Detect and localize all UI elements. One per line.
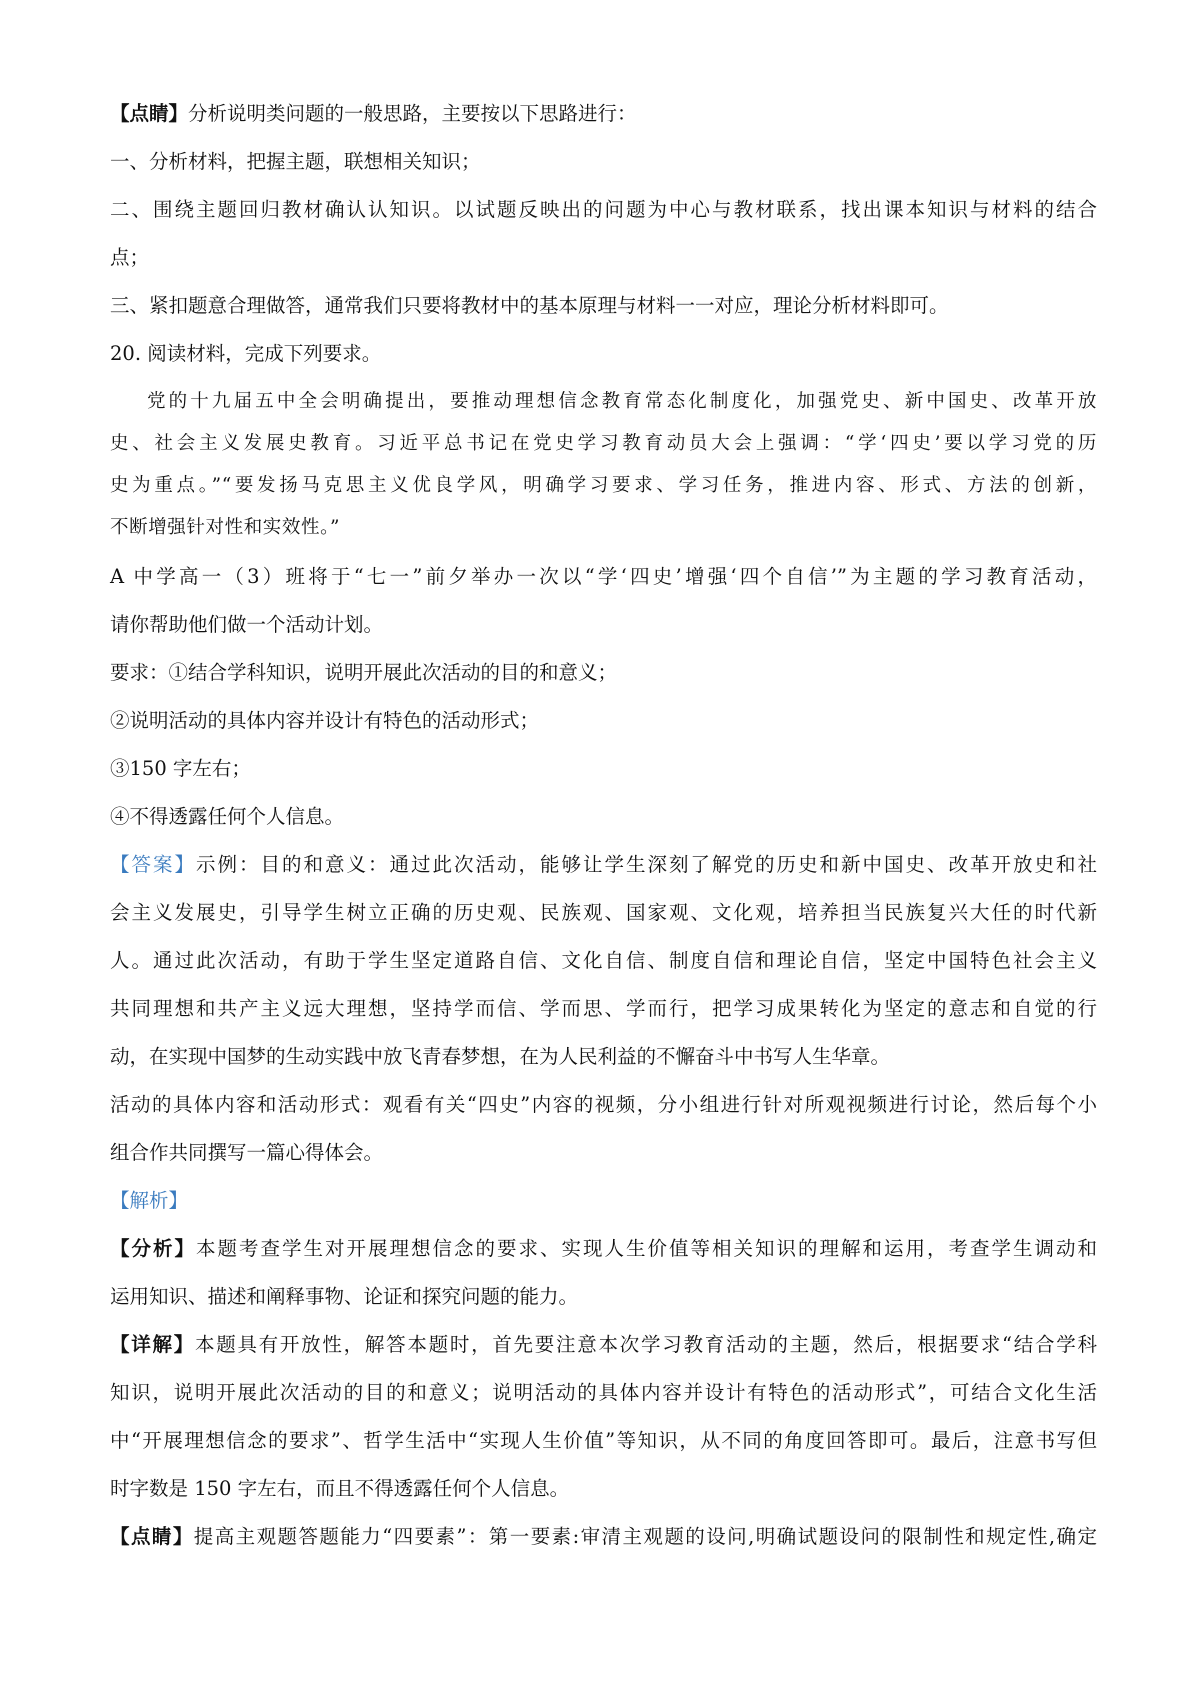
question-material [110,381,1097,549]
answer-line: 共同理想和共产主义远大理想，坚持学而信、学而思、学而行，把学习成果转化为坚定的意志和自觉的行 [110,997,1097,1020]
answer-text: 示例：目的和意义：通过此次活动，能够让学生深刻了解党的历史和新中国史、改革开放史和社 [196,853,1097,876]
answer-form-paragraph [110,1081,1097,1177]
answer-line: 人。通过此次活动，有助于学生坚定道路自信、文化自信、制度自信和理论自信，坚定中国特色社会主义 [110,949,1097,972]
material-line: 史、社会主义发展史教育。习近平总书记在党史学习教育动员大会上强调：“学‘四史’要以学习党的历 [110,433,1097,454]
step-2-continued: 点； [110,246,150,269]
step-2: 二、围绕主题回归教材确认认知识。以试题反映出的问题为中心与教材联系，找出课本知识与材料的结合 [110,198,1097,221]
xiangjie-paragraph [110,1321,1097,1513]
task-line: 请你帮助他们做一个活动计划。 [110,613,384,636]
tip-label: 【点睛】 [110,102,189,125]
answer-form-line: 组合作共同撰写一篇心得体会。 [110,1141,384,1164]
question-20-title: 20. 阅读材料，完成下列要求。 [110,342,382,365]
material-line: 不断增强针对性和实效性。” [110,517,341,538]
requirement-4: ④不得透露任何个人信息。 [110,805,345,828]
requirement-2: ②说明活动的具体内容并设计有特色的活动形式； [110,709,540,732]
tip2-label: 【点睛】 [110,1525,194,1548]
tip2-text: 提高主观题答题能力“四要素”：第一要素:审清主观题的设问,明确试题设问的限制性和规定性,确定 [193,1525,1097,1548]
answer-form-line: 活动的具体内容和活动形式：观看有关“四史”内容的视频，分小组进行针对所观视频进行讨论，然后每个小 [110,1093,1097,1116]
answer-line: 会主义发展史，引导学生树立正确的历史观、民族观、国家观、文化观，培养担当民族复兴大任的时代新 [110,901,1097,924]
fenxi-paragraph [110,1225,1097,1321]
requirement-1: 要求：①结合学科知识，说明开展此次活动的目的和意义； [110,661,618,684]
xiangjie-label: 【详解】 [110,1333,195,1356]
analysis-label: 【解析】 [110,1189,189,1212]
tip-paragraph [110,90,1097,138]
answer-paragraph [110,841,1097,1081]
xiangjie-line: 知识，说明开展此次活动的目的和意义；说明活动的具体内容并设计有特色的活动形式”，可结合文化生活 [110,1381,1097,1404]
fenxi-label: 【分析】 [110,1237,196,1260]
answer-line: 动，在实现中国梦的生动实践中放飞青春梦想，在为人民利益的不懈奋斗中书写人生华章。 [110,1045,891,1068]
task-line: A 中学高一（3）班将于“七一”前夕举办一次以“学‘四史’增强‘四个自信’”为主题的学习教育活动， [110,565,1097,588]
tip2-paragraph [110,1513,1097,1561]
xiangjie-line: 时字数是 150 字左右，而且不得透露任何个人信息。 [110,1477,570,1500]
material-line: 党的十九届五中全会明确提出，要推动理想信念教育常态化制度化，加强党史、新中国史、改革开放 [147,391,1097,412]
step-1: 一、分析材料，把握主题，联想相关知识； [110,150,481,173]
task-paragraph [110,553,1097,649]
answer-label: 【答案】 [110,853,196,876]
material-line: 史为重点。”“要发扬马克思主义优良学风，明确学习要求、学习任务，推进内容、形式、方法的创新， [110,475,1097,496]
fenxi-line: 运用知识、描述和阐释事物、论证和探究问题的能力。 [110,1285,579,1308]
step-3: 三、紧扣题意合理做答，通常我们只要将教材中的基本原理与材料一一对应，理论分析材料即可。 [110,294,949,317]
requirement-3: ③150 字左右； [110,757,251,780]
analysis-heading [110,1177,1097,1225]
xiangjie-line: 中“开展理想信念的要求”、哲学生活中“实现人生价值”等知识，从不同的角度回答即可。最后，注意书写但 [110,1429,1097,1452]
fenxi-text: 本题考查学生对开展理想信念的要求、实现人生价值等相关知识的理解和运用，考查学生调动和 [196,1237,1097,1260]
xiangjie-text: 本题具有开放性，解答本题时，首先要注意本次学习教育活动的主题，然后，根据要求“结合学科 [194,1333,1097,1356]
tip-text: 分析说明类问题的一般思路，主要按以下思路进行： [188,102,637,125]
